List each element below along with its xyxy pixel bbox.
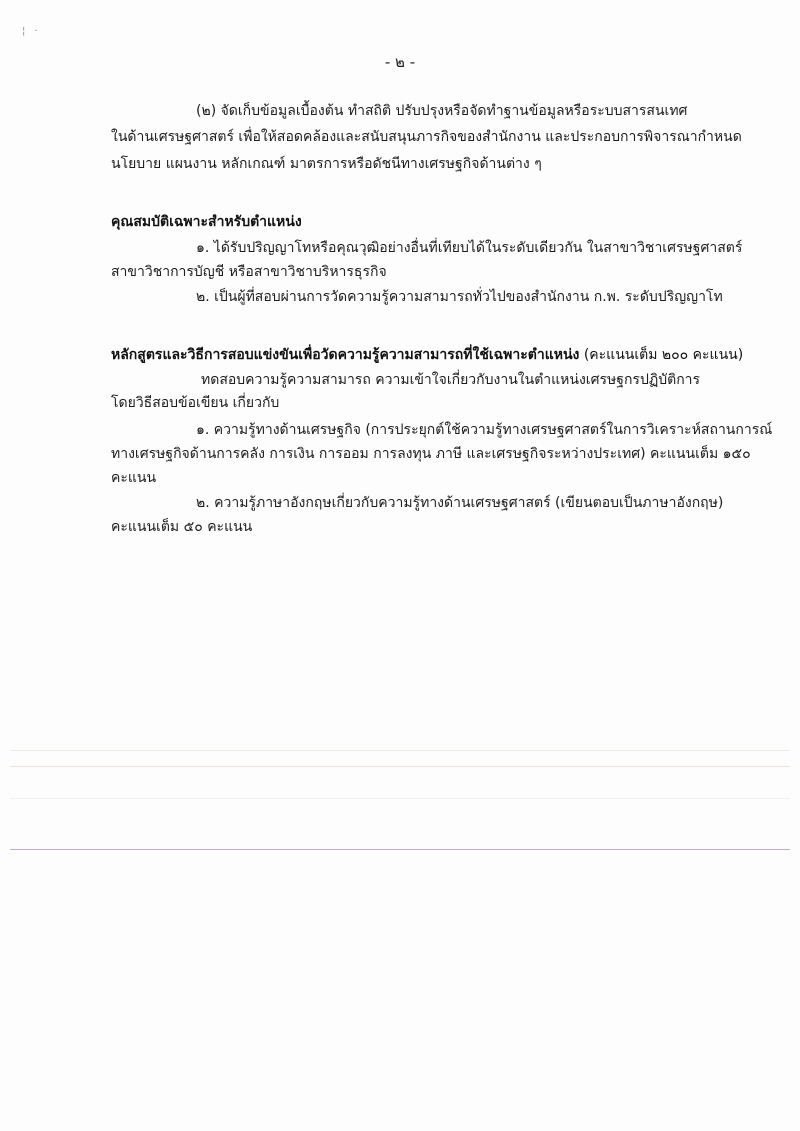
- scan-specks: ¦ ·: [22, 26, 41, 37]
- curriculum-heading-score: (คะแนนเต็ม ๒๐๐ คะแนน): [579, 347, 744, 363]
- scan-rule-1: [10, 750, 790, 751]
- exam-topic-1-line-1: ๑. ความรู้ทางด้านเศรษฐกิจ (การประยุกต์ใช้ความรู้ทางเศรษฐศาสตร์ในการวิเคราะห์สถานการณ์: [196, 422, 773, 438]
- duty-item-2-line-3: นโยบาย แผนงาน หลักเกณฑ์ มาตรการหรือดัชนีทางเศรษฐกิจด้านต่าง ๆ: [111, 156, 542, 172]
- duty-item-2-line-1: (๒) จัดเก็บข้อมูลเบื้องต้น ทำสถิติ ปรับปรุงหรือจัดทำฐานข้อมูลหรือระบบสารสนเทศ: [196, 103, 688, 119]
- exam-topic-1-line-3: คะแนน: [111, 470, 157, 486]
- exam-topic-1-line-2: ทางเศรษฐกิจด้านการคลัง การเงิน การออม การลงทุน ภาษี และเศรษฐกิจระหว่างประเทศ) คะแนนเต็ม ๑๕๐: [111, 446, 751, 462]
- qualification-2: ๒. เป็นผู้ที่สอบผ่านการวัดความรู้ความสามารถทั่วไปของสำนักงาน ก.พ. ระดับปริญญาโท: [196, 289, 723, 305]
- curriculum-heading-title: หลักสูตรและวิธีการสอบแข่งขันเพื่อวัดความรู้ความสามารถที่ใช้เฉพาะตำแหน่ง: [111, 347, 580, 363]
- scan-rule-purple: [10, 849, 790, 850]
- qualifications-heading: คุณสมบัติเฉพาะสำหรับตำแหน่ง: [111, 214, 302, 230]
- curriculum-heading: [111, 345, 743, 365]
- scan-rule-3: [10, 798, 790, 799]
- duty-item-2-line-2: ในด้านเศรษฐศาสตร์ เพื่อให้สอดคล้องและสนับสนุนภารกิจของสำนักงาน และประกอบการพิจารณากำหนด: [111, 129, 742, 145]
- curriculum-intro-line-1: ทดสอบความรู้ความสามารถ ความเข้าใจเกี่ยวกับงานในตำแหน่งเศรษฐกรปฏิบัติการ: [201, 372, 701, 388]
- exam-topic-2-line-2: คะแนนเต็ม ๕๐ คะแนน: [111, 519, 253, 535]
- page-number: - ๒ -: [384, 53, 416, 71]
- exam-topic-2-line-1: ๒. ความรู้ภาษาอังกฤษเกี่ยวกับความรู้ทางด้านเศรษฐศาสตร์ (เขียนตอบเป็นภาษาอังกฤษ): [196, 495, 724, 511]
- qualification-1-line-1: ๑. ได้รับปริญญาโทหรือคุณวุฒิอย่างอื่นที่เทียบได้ในระดับเดียวกัน ในสาขาวิชาเศรษฐศาสตร์: [196, 240, 743, 256]
- qualification-1-line-2: สาขาวิชาการบัญชี หรือสาขาวิชาบริหารธุรกิจ: [111, 264, 387, 280]
- curriculum-intro-line-2: โดยวิธีสอบข้อเขียน เกี่ยวกับ: [111, 395, 280, 411]
- scan-rule-2: [10, 766, 790, 767]
